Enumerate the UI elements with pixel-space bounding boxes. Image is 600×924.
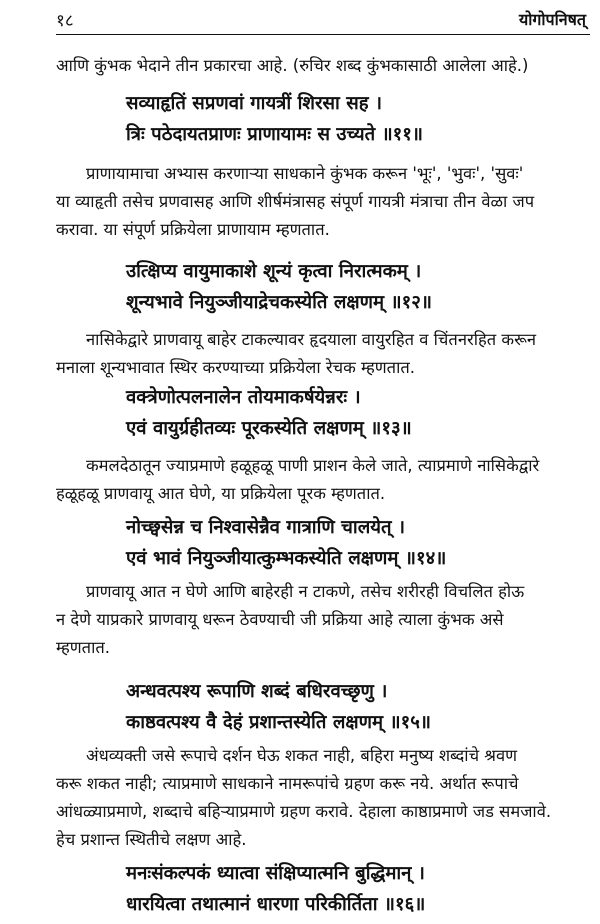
verse-16 <box>126 858 425 920</box>
text-line: नासिकेद्वारे प्राणवायू बाहेर टाकल्यावर हृदयाला वायुरहित व चिंतनरहित करून <box>86 330 537 349</box>
text-line: अंधव्यक्ती जसे रूपाचे दर्शन घेऊ शकत नाही, बहिरा मनुष्य शब्दांचे श्रवण <box>86 746 518 765</box>
text-line: हेच प्रशान्त स्थितीचे लक्षण आहे. <box>56 830 247 849</box>
verse-line: वक्त्रेणोत्पलनालेन तोयमाकर्षयेन्नरः । <box>126 387 361 408</box>
paragraph-rechaka <box>56 326 592 382</box>
verse-line: धारयित्वा तथात्मानं धारणा परिकीर्तिता ॥१६॥ <box>126 894 426 915</box>
verse-line: एवं वायुर्ग्रहीतव्यः पूरकस्येति लक्षणम् ॥१३॥ <box>126 418 412 439</box>
paragraph-puraka <box>56 452 592 508</box>
text-line: प्राणवायू आत न घेणे आणि बाहेरही न टाकणे, तसेच शरीरही विचलित होऊ <box>86 582 525 601</box>
text-line: कमलदेठातून ज्याप्रमाणे हळूहळू पाणी प्राशन केले जाते, त्याप्रमाणे नासिकेद्वारे <box>86 456 540 475</box>
verse-line: नोच्छ्वसेन्न च निश्वासेन्नैव गात्राणि चालयेत् । <box>126 517 405 538</box>
verse-line: एवं भावं नियुञ्जीयात्कुम्भकस्येति लक्षणम् ॥१४॥ <box>126 548 447 569</box>
verse-line: सव्याहृतिं सप्रणवां गायत्रीं शिरसा सह । <box>126 93 383 114</box>
text-line: आणि कुंभक भेदाने तीन प्रकारचा आहे. (रुचिर शब्द कुंभकासाठी आलेला आहे.) <box>56 56 529 75</box>
text-line: हळूहळू प्राणवायू आत घेणे, या प्रक्रियेला पूरक म्हणतात. <box>56 484 386 503</box>
verse-line: अन्धवत्पश्य रूपाणि शब्दं बधिरवच्छृणु । <box>126 681 388 702</box>
verse-13 <box>126 382 412 444</box>
verse-15 <box>126 676 431 738</box>
text-line: या व्याहृती तसेच प्रणवासह आणि शीर्षमंत्रासह संपूर्ण गायत्री मंत्राचा तीन वेळा जप <box>56 192 535 211</box>
running-title: योगोपनिषत् <box>518 10 586 29</box>
verse-line: उत्क्षिप्य वायुमाकाशे शून्यं कृत्वा निरात्मकम् । <box>126 261 422 282</box>
paragraph-pranayama <box>56 160 592 244</box>
text-line: मनाला शून्यभावात स्थिर करण्याच्या प्रक्रियेला रेचक म्हणतात. <box>56 358 416 377</box>
verse-line: त्रिः पठेदायतप्राणः प्राणायामः स उच्यते ॥११॥ <box>126 124 423 145</box>
paragraph-kumbhaka <box>56 578 592 662</box>
text-line: म्हणतात. <box>56 638 111 657</box>
text-line: करू शकत नाही; त्याप्रमाणे साधकाने नामरूपांचे ग्रहण करू नये. अर्थात रूपाचे <box>56 774 519 793</box>
verse-12 <box>126 256 432 318</box>
verse-line: काष्ठवत्पश्य वै देहं प्रशान्तस्येति लक्षणम् ॥१५॥ <box>126 712 431 733</box>
page-number: १८ <box>56 11 74 31</box>
verse-14 <box>126 512 446 574</box>
header-rule <box>56 34 590 35</box>
text-line: न देणे याप्रकारे प्राणवायू धरून ठेवण्याची जी प्रक्रिया आहे त्याला कुंभक असे <box>56 610 504 629</box>
verse-line: शून्यभावे नियुञ्जीयाद्रेचकस्येति लक्षणम् ॥१२॥ <box>126 292 432 313</box>
paragraph-intro <box>56 52 592 80</box>
verse-11 <box>126 88 423 150</box>
text-line: प्राणायामाचा अभ्यास करणाऱ्या साधकाने कुंभक करून 'भूः', 'भुवः', 'सुवः' <box>86 164 524 183</box>
paragraph-prashanta <box>56 742 592 854</box>
verse-line: मनःसंकल्पकं ध्यात्वा संक्षिप्यात्मनि बुद्धिमान् । <box>126 863 425 884</box>
text-line: आंधळ्याप्रमाणे, शब्दाचे बहिऱ्याप्रमाणे ग्रहण करावे. देहाला काष्ठाप्रमाणे जड समजावे. <box>56 802 552 821</box>
text-line: करावा. या संपूर्ण प्रक्रियेला प्राणायाम म्हणतात. <box>56 220 330 239</box>
